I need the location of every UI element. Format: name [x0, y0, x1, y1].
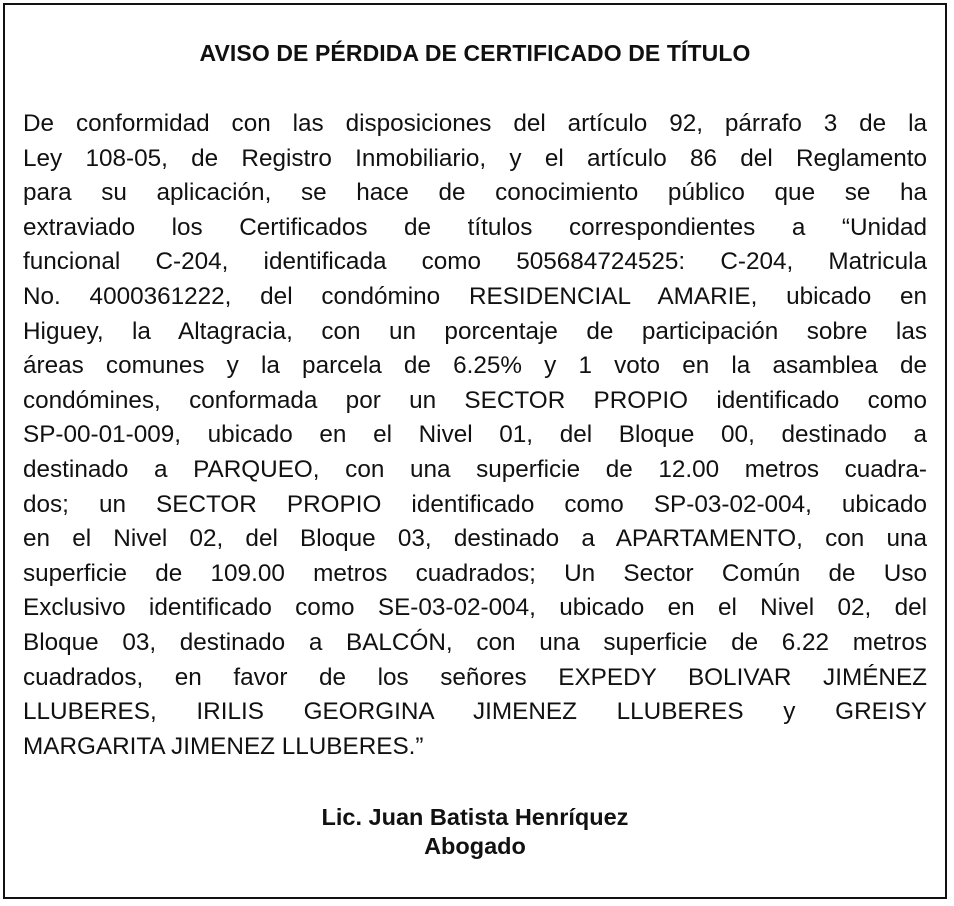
- body-line: SP-00-01-009, ubicado en el Nivel 01, del Bloque 00, destinado a: [23, 421, 927, 449]
- signature-block: [5, 803, 945, 861]
- body-line: cuadrados, en favor de los señores EXPEDY BOLIVAR JIMÉNEZ: [23, 663, 927, 691]
- body-line: destinado a PARQUEO, con una superficie de 12.00 metros cuadra-: [23, 455, 927, 483]
- body-line: funcional C-204, identificada como 505684724525: C-204, Matricula: [23, 248, 927, 276]
- body-line: superficie de 109.00 metros cuadrados; Un Sector Común de Uso: [23, 559, 927, 587]
- body-line: Bloque 03, destinado a BALCÓN, con una superficie de 6.22 metros: [23, 628, 927, 656]
- signature-role: Abogado: [424, 833, 526, 859]
- body-line: extraviado los Certificados de títulos correspondientes a “Unidad: [23, 213, 927, 241]
- body-line: LLUBERES, IRILIS GEORGINA JIMENEZ LLUBERES y GREISY: [23, 698, 927, 726]
- body-line: Higuey, la Altagracia, con un porcentaje de participación sobre las: [23, 317, 927, 345]
- body-line: Exclusivo identificado como SE-03-02-004, ubicado en el Nivel 02, del: [23, 594, 927, 622]
- body-line: condómines, conformada por un SECTOR PROPIO identificado como: [23, 386, 927, 414]
- body-line: para su aplicación, se hace de conocimiento público que se ha: [23, 179, 927, 207]
- body-line: No. 4000361222, del condómino RESIDENCIAL AMARIE, ubicado en: [23, 282, 927, 310]
- body-line: en el Nivel 02, del Bloque 03, destinado a APARTAMENTO, con una: [23, 525, 927, 553]
- body-line: áreas comunes y la parcela de 6.25% y 1 voto en la asamblea de: [23, 352, 927, 380]
- notice-frame: [3, 3, 947, 899]
- body-line: dos; un SECTOR PROPIO identificado como SP-03-02-004, ubicado: [23, 490, 927, 518]
- body-line-last: MARGARITA JIMENEZ LLUBERES.”: [23, 732, 424, 760]
- signature-name: Lic. Juan Batista Henríquez: [321, 804, 629, 830]
- notice-title: AVISO DE PÉRDIDA DE CERTIFICADO DE TÍTULO: [199, 40, 751, 66]
- body-line: Ley 108-05, de Registro Inmobiliario, y el artículo 86 del Reglamento: [23, 144, 927, 172]
- notice-body: [23, 107, 927, 764]
- body-line: De conformidad con las disposiciones del artículo 92, párrafo 3 de la: [23, 110, 927, 137]
